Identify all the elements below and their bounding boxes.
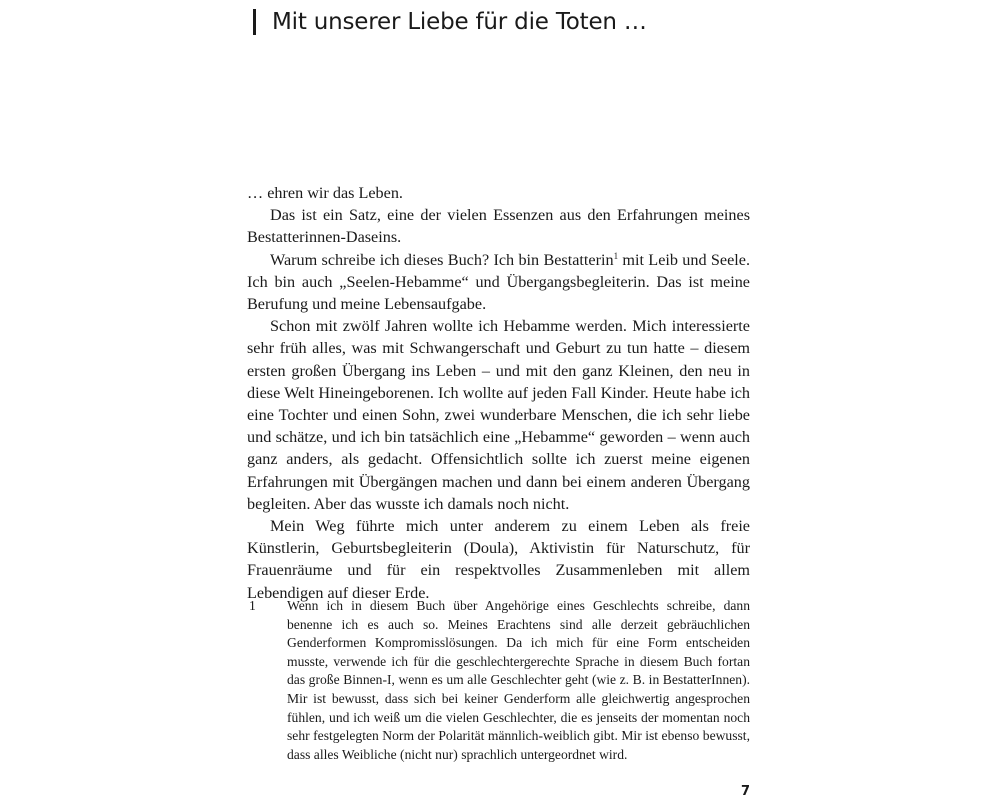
footnote bbox=[247, 597, 750, 764]
footnote-number: 1 bbox=[249, 598, 256, 613]
paragraph-2: Das ist ein Satz, eine der vielen Essenzen aus den Erfahrungen meines Bestatterinnen-Daseins. bbox=[247, 206, 750, 247]
footnote-reference[interactable]: 1 bbox=[613, 250, 619, 261]
paragraph-3 bbox=[247, 249, 750, 316]
paragraph-4: Schon mit zwölf Jahren wollte ich Hebamme werden. Mich interessierte sehr früh alles, was mit Schwangerschaft und Geburt zu tun hatte – diesem ersten großen Übergang ins Leben – und mit den ganz Kleinen, den neu in diese Welt Hineingeborenen. Ich wollte auf jeden Fall Kinder. Heute habe ich eine Tochter und einen Sohn, zwei wunderbare Menschen, die ich sehr liebe und schätze, und ich bin tatsächlich eine „Hebamme“ geworden – wenn auch ganz anders, als gedacht. Offensichtlich sollte ich zuerst meine eigenen Erfahrungen mit Übergängen machen und dann bei einem anderen Übergang begleiten. Aber das wusste ich damals noch nicht. bbox=[247, 317, 750, 513]
footnote-text: Wenn ich in diesem Buch über Angehörige eines Geschlechts schreibe, dann benenne ich es auch so. Meines Erachtens sind alle derzeit gebräuchlichen Genderformen Kompromisslösungen. Da ich mich für eine Form entscheiden musste, verwende ich für die geschlechtergerechte Sprache in diesem Buch fortan das große Binnen-I, wenn es um alle Geschlechter geht (wie z. B. in BestatterInnen). Mir ist bewusst, dass sich bei keiner Genderform alle gleichwertig angesprochen fühlen, und ich weiß um die vielen Geschlechter, die es jenseits der momentan noch sehr festgelegten Norm der Polarität männlich-weiblich gibt. Mir ist ebenso bewusst, dass alles Weibliche (nicht nur) sprachlich untergeordnet wird. bbox=[287, 598, 750, 762]
page-number: 7 bbox=[740, 784, 750, 799]
body-text bbox=[247, 182, 750, 604]
chapter-title: Mit unserer Liebe für die Toten … bbox=[272, 9, 647, 35]
chapter-bar-decoration bbox=[253, 9, 256, 35]
paragraph-3-part-a: Warum schreibe ich dieses Buch? Ich bin Bestatterin bbox=[270, 250, 614, 269]
paragraph-1: … ehren wir das Leben. bbox=[247, 184, 403, 202]
paragraph-3-part-b: mit Leib und Seele. Ich bin auch „Seelen-Hebamme“ und Übergangsbegleiterin. Das ist meine Berufung und meine Lebensaufgabe. bbox=[247, 250, 750, 314]
paragraph-5: Mein Weg führte mich unter anderem zu einem Leben als freie Künstlerin, Geburtsbegleiterin (Doula), Aktivistin für Naturschutz, für Frauenräume und für ein respektvolles Zusammenleben mit allem Lebendigen auf dieser Erde. bbox=[247, 517, 750, 602]
chapter-header bbox=[253, 2, 647, 42]
